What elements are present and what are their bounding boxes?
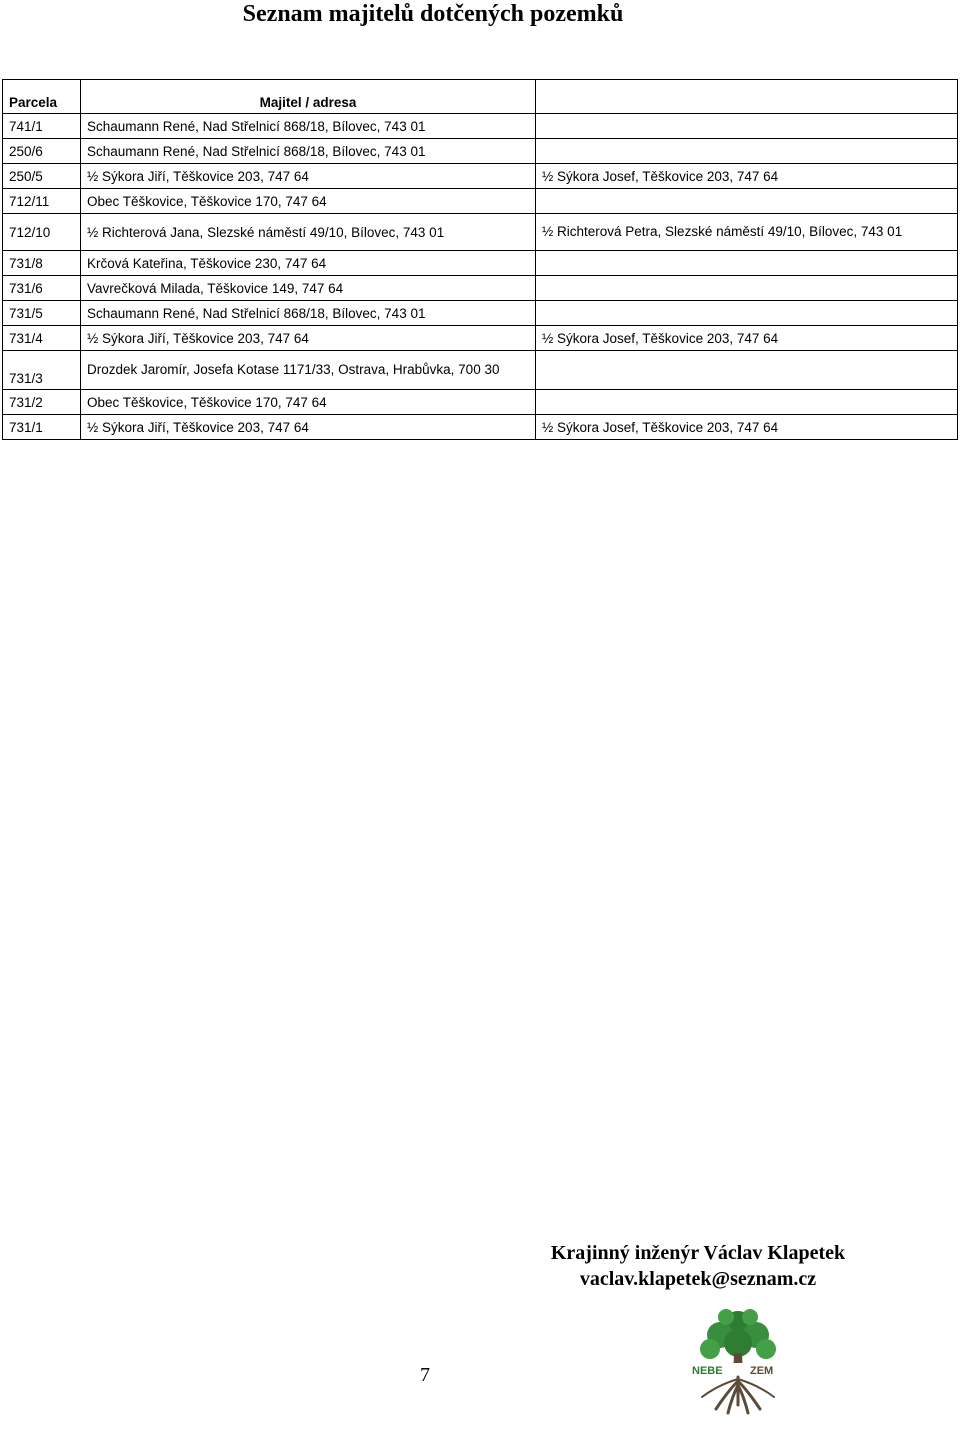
parcel-cell: 712/11 <box>3 189 81 214</box>
table-row <box>3 415 958 440</box>
second-owner-cell <box>536 139 958 164</box>
table-row <box>3 164 958 189</box>
owner-cell: Obec Těškovice, Těškovice 170, 747 64 <box>81 390 536 415</box>
second-owner-cell: ½ Richterová Petra, Slezské náměstí 49/10, Bílovec, 743 01 <box>536 214 958 251</box>
second-owner-cell: ½ Sýkora Josef, Těškovice 203, 747 64 <box>536 164 958 189</box>
parcel-cell: 731/3 <box>3 351 81 390</box>
second-owner-cell <box>536 351 958 390</box>
parcel-cell: 731/4 <box>3 326 81 351</box>
page-title: Seznam majitelů dotčených pozemků <box>242 1 624 27</box>
table-row <box>3 326 958 351</box>
owner-cell: Obec Těškovice, Těškovice 170, 747 64 <box>81 189 536 214</box>
header-extra <box>536 80 958 114</box>
table-row <box>3 139 958 164</box>
table-row <box>3 114 958 139</box>
owner-cell: ½ Sýkora Jiří, Těškovice 203, 747 64 <box>81 164 536 189</box>
parcel-cell: 731/6 <box>3 276 81 301</box>
owner-cell: Krčová Kateřina, Těškovice 230, 747 64 <box>81 251 536 276</box>
table-row <box>3 251 958 276</box>
table-row <box>3 351 958 390</box>
parcel-cell: 731/2 <box>3 390 81 415</box>
parcel-cell: 712/10 <box>3 214 81 251</box>
page-number: 7 <box>420 1364 430 1386</box>
logo-text-right: ZEM <box>750 1365 774 1377</box>
tree-canopy <box>700 1309 776 1359</box>
owner-cell: Schaumann René, Nad Střelnicí 868/18, Bílovec, 743 01 <box>81 114 536 139</box>
header-parcel: Parcela <box>3 80 81 114</box>
table-row <box>3 189 958 214</box>
second-owner-cell: ½ Sýkora Josef, Těškovice 203, 747 64 <box>536 326 958 351</box>
parcel-cell: 250/6 <box>3 139 81 164</box>
table-row <box>3 301 958 326</box>
author-email: vaclav.klapetek@seznam.cz <box>579 1268 817 1290</box>
tree-roots <box>702 1377 774 1413</box>
parcel-cell: 250/5 <box>3 164 81 189</box>
parcel-cell: 731/8 <box>3 251 81 276</box>
second-owner-cell: ½ Sýkora Josef, Těškovice 203, 747 64 <box>536 415 958 440</box>
parcel-cell: 731/1 <box>3 415 81 440</box>
second-owner-cell <box>536 189 958 214</box>
nebe-zem-logo-icon <box>688 1305 788 1415</box>
logo-text-left: NEBE <box>692 1365 723 1377</box>
owner-cell: Schaumann René, Nad Střelnicí 868/18, Bílovec, 743 01 <box>81 139 536 164</box>
second-owner-cell <box>536 114 958 139</box>
owner-cell: Drozdek Jaromír, Josefa Kotase 1171/33, Ostrava, Hrabůvka, 700 30 <box>81 351 536 390</box>
table-row <box>3 214 958 251</box>
second-owner-cell <box>536 276 958 301</box>
header-owner: Majitel / adresa <box>81 80 536 114</box>
owner-cell: ½ Sýkora Jiří, Těškovice 203, 747 64 <box>81 415 536 440</box>
parcel-cell: 731/5 <box>3 301 81 326</box>
parcel-cell: 741/1 <box>3 114 81 139</box>
table-row <box>3 276 958 301</box>
second-owner-cell <box>536 390 958 415</box>
author-block <box>528 1240 868 1292</box>
owner-cell: ½ Sýkora Jiří, Těškovice 203, 747 64 <box>81 326 536 351</box>
owners-table <box>2 79 958 440</box>
second-owner-cell <box>536 251 958 276</box>
owner-cell: ½ Richterová Jana, Slezské náměstí 49/10, Bílovec, 743 01 <box>81 214 536 251</box>
owner-cell: Schaumann René, Nad Střelnicí 868/18, Bílovec, 743 01 <box>81 301 536 326</box>
second-owner-cell <box>536 301 958 326</box>
table-header-row <box>3 80 958 114</box>
owner-cell: Vavrečková Milada, Těškovice 149, 747 64 <box>81 276 536 301</box>
author-name: Krajinný inženýr Václav Klapetek <box>550 1242 846 1264</box>
table-row <box>3 390 958 415</box>
